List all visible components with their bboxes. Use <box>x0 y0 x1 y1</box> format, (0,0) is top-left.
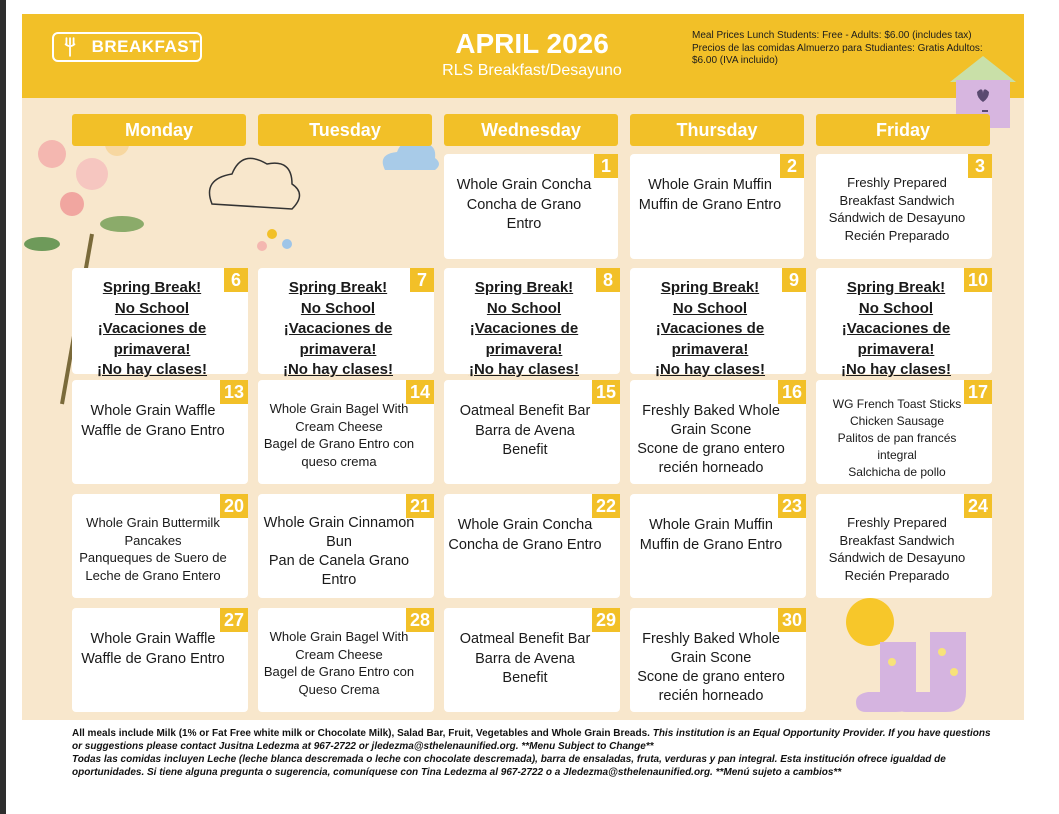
menu-item: Whole Grain Waffle Waffle de Grano Entro <box>81 631 225 667</box>
calendar-day-22 <box>444 494 620 598</box>
calendar-day-9 <box>630 268 806 378</box>
day-number: 28 <box>406 608 434 632</box>
day-header-thursday: Thursday <box>630 114 804 146</box>
day-number: 3 <box>968 154 992 178</box>
calendar-day-21 <box>258 494 434 598</box>
day-number: 16 <box>778 380 806 404</box>
day-number: 10 <box>964 268 992 292</box>
menu-sheet <box>22 14 1024 720</box>
menu-item: Freshly Prepared Breakfast Sandwich Sándwich de Desayuno Recién Preparado <box>828 515 966 583</box>
spring-break-notice: Spring Break! No School ¡Vacaciones de primavera! ¡No hay clases! <box>468 279 580 378</box>
calendar-day-17 <box>816 380 992 484</box>
menu-item: Freshly Prepared Breakfast Sandwich Sándwich de Desayuno Recién Preparado <box>828 175 966 243</box>
day-number: 7 <box>410 268 434 292</box>
rain-boots-illustration <box>830 592 990 720</box>
calendar-day-29 <box>444 608 620 712</box>
day-number: 2 <box>780 154 804 178</box>
menu-item: Whole Grain Bagel With Cream Cheese Bagel de Grano Entro con Queso Crema <box>263 629 415 697</box>
page-subtitle: RLS Breakfast/Desayuno <box>442 62 622 79</box>
breakfast-logo <box>52 32 202 62</box>
day-number: 30 <box>778 608 806 632</box>
prices-english: Meal Prices Lunch Students: Free - Adults: $6.00 (includes tax) <box>692 30 972 41</box>
cloud-rain-illustration <box>192 144 312 254</box>
prices-spanish: Precios de las comidas Almuerzo para Studiantes: Gratis Adultos: $6.00 (IVA incluido) <box>692 43 983 66</box>
spring-break-notice: Spring Break! No School ¡Vacaciones de primavera! ¡No hay clases! <box>96 279 208 378</box>
calendar-day-13 <box>72 380 248 484</box>
footer-equal-opportunity: This institution is an Equal Opportunity Provider. If you have questions or suggestions please contact Jusitna Ledezma at 967-2722 or jledezma@sthelenaunified.org. **Menu Subject to Change** <box>72 728 991 752</box>
day-number: 1 <box>594 154 618 178</box>
menu-item: Whole Grain Cinnamon Bun Pan de Canela Grano Entro <box>263 515 415 588</box>
day-number: 24 <box>964 494 992 518</box>
menu-item: Whole Grain Concha Concha de Grano Entro <box>456 177 592 232</box>
menu-item: Freshly Baked Whole Grain Scone Scone de grano entero recién horneado <box>637 403 785 476</box>
footer-meal-info: All meals include Milk (1% or Fat Free white milk or Chocolate Milk), Salad Bar, Fruit, Vegetables and Whole Grain Breads. <box>72 728 650 739</box>
footer-notes <box>72 727 992 779</box>
day-number: 22 <box>592 494 620 518</box>
day-number: 23 <box>778 494 806 518</box>
day-number: 17 <box>964 380 992 404</box>
day-number: 13 <box>220 380 248 404</box>
day-header-monday: Monday <box>72 114 246 146</box>
day-header-friday: Friday <box>816 114 990 146</box>
menu-item: Whole Grain Bagel With Cream Cheese Bagel de Grano Entro con queso crema <box>263 401 415 469</box>
menu-item: Whole Grain Waffle Waffle de Grano Entro <box>81 403 225 439</box>
day-number: 29 <box>592 608 620 632</box>
day-number: 15 <box>592 380 620 404</box>
menu-item: Oatmeal Benefit Bar Barra de Avena Benefit <box>459 403 591 458</box>
menu-item: Whole Grain Concha Concha de Grano Entro <box>448 517 602 553</box>
calendar-day-28 <box>258 608 434 712</box>
calendar-day-23 <box>630 494 806 598</box>
menu-item: Whole Grain Muffin Muffin de Grano Entro <box>639 517 783 553</box>
calendar-day-1 <box>444 154 618 259</box>
day-number: 27 <box>220 608 248 632</box>
menu-item: Oatmeal Benefit Bar Barra de Avena Benefit <box>459 631 591 686</box>
day-number: 21 <box>406 494 434 518</box>
day-number: 6 <box>224 268 248 292</box>
calendar-day-7 <box>258 268 434 378</box>
logo-label: BREAKFAST <box>91 37 200 56</box>
calendar-day-27 <box>72 608 248 712</box>
day-number: 8 <box>596 268 620 292</box>
day-number: 9 <box>782 268 806 292</box>
calendar-day-2 <box>630 154 804 259</box>
page-edge <box>0 0 6 814</box>
calendar-day-20 <box>72 494 248 598</box>
day-number: 14 <box>406 380 434 404</box>
day-header-wednesday: Wednesday <box>444 114 618 146</box>
calendar-day-14 <box>258 380 434 484</box>
spring-break-notice: Spring Break! No School ¡Vacaciones de primavera! ¡No hay clases! <box>282 279 394 378</box>
page-title: APRIL 2026 <box>455 28 609 59</box>
day-number: 20 <box>220 494 248 518</box>
calendar-day-15 <box>444 380 620 484</box>
menu-item: Whole Grain Muffin Muffin de Grano Entro <box>638 177 782 213</box>
spring-break-notice: Spring Break! No School ¡Vacaciones de primavera! ¡No hay clases! <box>654 279 766 378</box>
calendar-day-3 <box>816 154 992 259</box>
fork-icon <box>62 35 82 59</box>
calendar-day-30 <box>630 608 806 712</box>
header-banner <box>22 14 1024 98</box>
menu-item: WG French Toast Sticks Chicken Sausage Palitos de pan francés integral Salchicha de pollo <box>832 397 962 479</box>
calendar-day-16 <box>630 380 806 484</box>
day-header-tuesday: Tuesday <box>258 114 432 146</box>
calendar-day-6 <box>72 268 248 378</box>
menu-item: Freshly Baked Whole Grain Scone Scone de grano entero recién horneado <box>637 631 785 704</box>
menu-item: Whole Grain Buttermilk Pancakes Panqueques de Suero de Leche de Grano Entero <box>79 515 227 583</box>
spring-break-notice: Spring Break! No School ¡Vacaciones de primavera! ¡No hay clases! <box>840 279 952 378</box>
calendar-day-8 <box>444 268 620 378</box>
footer-spanish-notes: Todas las comidas incluyen Leche (leche blanca descremada o leche con chocolate descremada), barra de ensaladas, fruta, verduras y pan integral. Esta institución ofrece igualdad de oportunidades. Si tiene alguna pregunta o sugerencia, comuníquese con Tina Ledezma al 967-2722 o a Jledezma@sthelenaunified.org. **Menú sujeto a cambios** <box>72 754 946 778</box>
calendar-day-24 <box>816 494 992 598</box>
calendar-day-10 <box>816 268 992 378</box>
